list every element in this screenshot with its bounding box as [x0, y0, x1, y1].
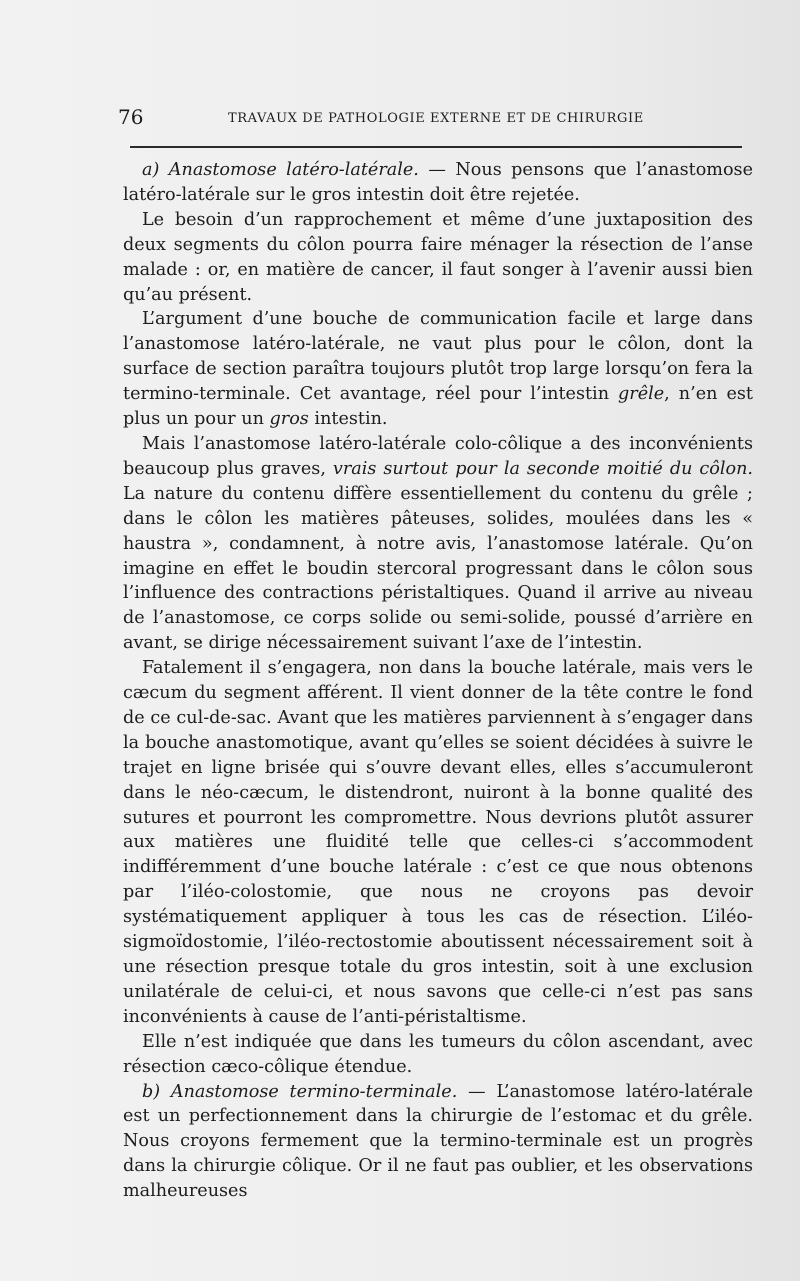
paragraph: Fatalement il s’engagera, non dans la bouche latérale, mais vers le cæcum du segment afférent. Il vient donner de la tête contre le fond de ce cul-de-sac. Avant que les matières parviennent à s’engager dans la bouche anastomotique, avant qu’elles se soient décidées à suivre le trajet en ligne brisée qui s’ouvre devant elles, elles s’accumuleront dans le néo-cæcum, le distendront, nuiront à la bonne qualité des sutures et pourront les compromettre. Nous devrions plutôt assurer aux matières une fluidité telle que celles-ci s’accommodent indifféremment d’une bouche latérale : c’est ce que nous obtenons par l’iléo-colostomie, que nous ne croyons pas devoir systématiquement appliquer à tous les cas de résection. L’iléo-sigmoïdostomie, l’iléo-rectostomie aboutissent nécessairement soit à une résection presque totale du gros intestin, soit à une exclusion unilatérale de celui-ci, et nous savons que celle-ci n’est pas sans inconvénients à cause de l’anti-péristaltisme.: [123, 658, 753, 1027]
page-number: 76: [118, 105, 144, 129]
section-lead: b) Anastomose termino-terminale.: [142, 1081, 458, 1102]
paragraph: Elle n’est indiquée que dans les tumeurs du côlon ascendant, avec résection cæco-côlique étendue.: [123, 1031, 753, 1077]
paragraph: L’argument d’une bouche de communication facile et large dans l’anastomose latéro-latérale, ne vaut plus pour le côlon, dont la surface de section paraîtra toujours plutôt trop large lorsqu’on fera la termino-terminale. Cet avantage, réel pour l’intestin grêle, n’en est plus un pour un gros intestin.: [123, 309, 753, 430]
paragraph: Mais l’anastomose latéro-latérale colo-côlique a des inconvénients beaucoup plus graves, vrais surtout pour la seconde moitié du côlon. La nature du contenu diffère essentiellement du contenu du grêle ; dans le côlon les matières pâteuses, solides, moulées dans les « haustra », condamnent, à notre avis, l’anastomose latérale. Qu’on imagine en effet le boudin stercoral progressant dans le côlon sous l’influence des contractions péristaltiques. Quand il arrive au niveau de l’anastomose, ce corps solide ou semi-solide, poussé d’arrière en avant, se dirige nécessairement suivant l’axe de l’intestin.: [123, 433, 753, 654]
page-header: [118, 103, 758, 133]
paragraph-anastomose-latero-laterale: a) Anastomose latéro-latérale. — Nous pensons que l’anastomose latéro-latérale sur le gros intestin doit être rejetée.: [123, 160, 753, 205]
paragraph-anastomose-termino-terminale: b) Anastomose termino-terminale. — L’anastomose latéro-latérale est un perfectionnement dans la chirurgie de l’estomac et du grêle. Nous croyons fermement que la termino-terminale est un progrès dans la chirurgie côlique. Or il ne faut pas oublier, et les observations malheureuses: [123, 1081, 753, 1202]
body-text: [123, 158, 753, 1204]
paragraph: Le besoin d’un rapprochement et même d’une juxtaposition des deux segments du côlon pourra faire ménager la résection de l’anse malade : or, en matière de cancer, il faut songer à l’avenir aussi bien qu’au présent.: [123, 209, 753, 305]
running-title: TRAVAUX DE PATHOLOGIE EXTERNE ET DE CHIRURGIE: [228, 111, 644, 126]
section-lead: a) Anastomose latéro-latérale.: [142, 160, 419, 180]
header-rule: [130, 146, 742, 148]
